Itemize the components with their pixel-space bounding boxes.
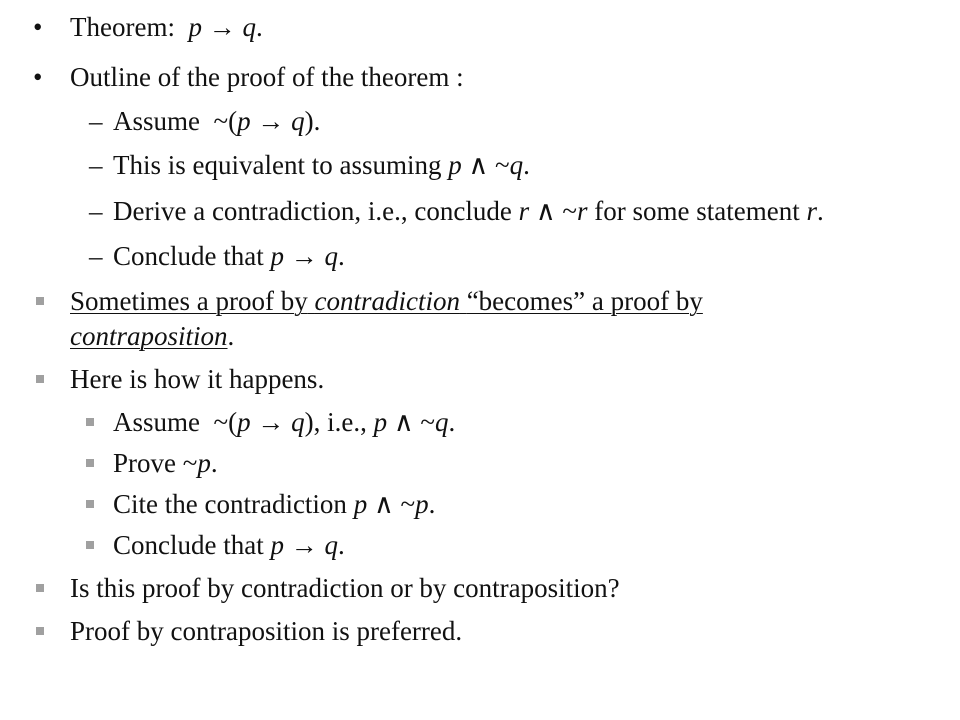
here-text: Here is how it happens. [70, 364, 325, 394]
square-bullet-icon [86, 500, 94, 508]
question-text: Is this proof by contradiction or by contraposition? [70, 573, 620, 603]
square-bullet-icon [36, 297, 44, 305]
dash-marker: – [89, 241, 103, 271]
square-bullet-icon [36, 584, 44, 592]
step-assume-text: Assume ~(p → q), i.e., p ∧ ~q. [113, 407, 456, 437]
sometimes-text: Sometimes a proof by contradiction “becomes” a proof by contraposition. [70, 286, 703, 351]
step-prove-text: Prove ~p. [113, 448, 218, 478]
dash-marker: – [89, 150, 103, 180]
sub-conclude-text: Conclude that p → q. [113, 241, 345, 271]
step-conclude-text: Conclude that p → q. [113, 530, 345, 560]
square-bullet-icon [36, 627, 44, 635]
dash-marker: – [89, 196, 103, 226]
step-cite-text: Cite the contradiction p ∧ ~p. [113, 489, 436, 519]
theorem-text: Theorem: p → q. [70, 12, 263, 42]
preferred-text: Proof by contraposition is preferred. [70, 616, 463, 646]
square-bullet-icon [86, 418, 94, 426]
square-bullet-icon [86, 459, 94, 467]
sub-equivalent-text: This is equivalent to assuming p ∧ ~q. [113, 150, 530, 180]
outline-text: Outline of the proof of the theorem : [70, 62, 464, 92]
dash-marker: – [89, 106, 103, 136]
bullet-dot-icon: • [33, 12, 43, 42]
sub-assume-text: Assume ~(p → q). [113, 106, 321, 136]
sub-derive-text: Derive a contradiction, i.e., conclude r ∧ ~r for some statement r. [113, 196, 824, 226]
square-bullet-icon [36, 375, 44, 383]
bullet-dot-icon: • [33, 62, 43, 92]
square-bullet-icon [86, 541, 94, 549]
